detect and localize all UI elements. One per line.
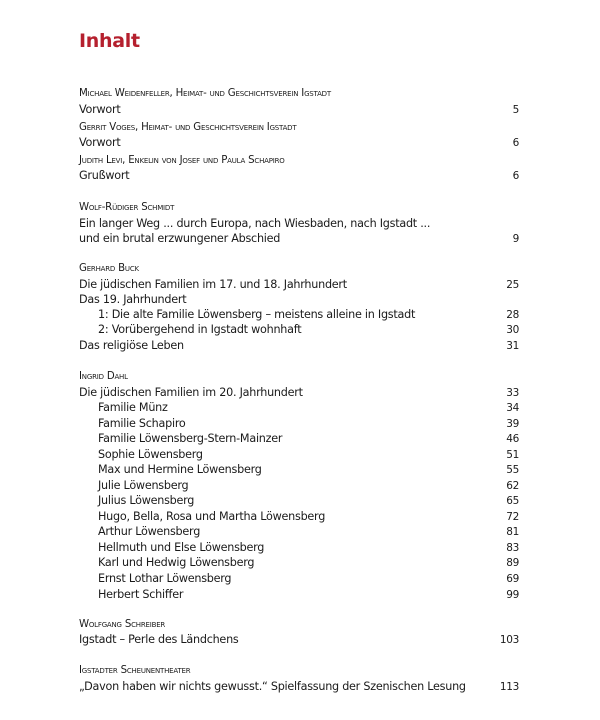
toc-entry[interactable]: [79, 322, 519, 338]
toc-entry-title: Sophie Löwensberg: [98, 448, 203, 461]
toc-entry-title: Familie Löwensberg-Stern-Mainzer: [98, 432, 283, 445]
toc-page-number: 28: [506, 309, 519, 321]
toc-page-number: 83: [506, 542, 519, 554]
toc-entry-title: Max und Hermine Löwensberg: [98, 463, 262, 476]
toc-page-number: 55: [506, 464, 519, 476]
toc-entry[interactable]: [79, 555, 519, 571]
toc-entry-title: Hellmuth und Else Löwensberg: [98, 541, 265, 554]
author-name: Michael Weidenfeller, Heimat- und Geschichtsverein Igstadt: [79, 88, 331, 99]
toc-page-number: 69: [506, 573, 519, 585]
toc-author: [79, 86, 519, 102]
toc-entry[interactable]: [79, 571, 519, 587]
toc-entry[interactable]: [79, 307, 519, 323]
toc-author: [79, 261, 519, 277]
toc-entry-title: Die jüdischen Familien im 20. Jahrhundert: [79, 386, 303, 399]
toc-page-number: 30: [506, 324, 519, 336]
author-name: Igstadter Scheunentheater: [79, 665, 191, 676]
toc-entry-title: Die jüdischen Familien im 17. und 18. Jahrhundert: [79, 278, 347, 291]
toc-entry-title: „Davon haben wir nichts gewusst.“ Spielfassung der Szenischen Lesung: [79, 680, 466, 693]
toc-entry[interactable]: [79, 400, 519, 416]
toc-page-number: 6: [512, 137, 519, 149]
toc-author: [79, 663, 519, 679]
toc-author: [79, 153, 519, 169]
toc-page-number: 65: [506, 495, 519, 507]
toc-entry[interactable]: [79, 338, 519, 354]
toc-entry[interactable]: [79, 632, 519, 648]
toc-entry[interactable]: [79, 431, 519, 447]
toc-entry-title: Ein langer Weg ... durch Europa, nach Wiesbaden, nach Igstadt ...: [79, 217, 431, 230]
page-title: Inhalt: [79, 30, 140, 52]
toc-entry[interactable]: [79, 168, 519, 184]
toc-page-number: 99: [506, 589, 519, 601]
toc-entry[interactable]: [79, 540, 519, 556]
toc-entry-title: Igstadt – Perle des Ländchens: [79, 633, 239, 646]
author-name: Judith Levi, Enkelin von Josef und Paula Schapiro: [79, 155, 285, 166]
toc-entry[interactable]: [79, 102, 519, 118]
toc-entry[interactable]: [79, 416, 519, 432]
toc-entry[interactable]: [79, 385, 519, 401]
toc-page-number: 62: [506, 480, 519, 492]
toc-page-number: 34: [506, 402, 519, 414]
toc-entry[interactable]: [79, 462, 519, 478]
toc-author: [79, 369, 519, 385]
toc-page-number: 5: [512, 104, 519, 116]
toc-page-number: 33: [506, 387, 519, 399]
toc-entry[interactable]: [79, 216, 519, 232]
toc-entry[interactable]: [79, 447, 519, 463]
toc-page-number: 89: [506, 557, 519, 569]
toc-entry-title: Julius Löwensberg: [98, 494, 195, 507]
toc-entry-title: Das 19. Jahrhundert: [79, 293, 187, 306]
toc-entry-title: Hugo, Bella, Rosa und Martha Löwensberg: [98, 510, 326, 523]
toc-entry-title: und ein brutal erzwungener Abschied: [79, 232, 281, 245]
toc-entry-title: Grußwort: [79, 169, 130, 182]
toc-page-number: 46: [506, 433, 519, 445]
toc-entry-title: 1: Die alte Familie Löwensberg – meistens alleine in Igstadt: [98, 308, 416, 321]
toc-entry[interactable]: [79, 509, 519, 525]
toc-entry-title: Julie Löwensberg: [98, 479, 189, 492]
toc-entry-title: Ernst Lothar Löwensberg: [98, 572, 232, 585]
toc-author: [79, 200, 519, 216]
toc-page-number: 103: [499, 634, 519, 646]
toc-entry-title: Das religiöse Leben: [79, 339, 184, 352]
toc-entry-title: Familie Münz: [98, 401, 168, 414]
toc-entry-title: Vorwort: [79, 103, 121, 116]
toc-page-number: 72: [506, 511, 519, 523]
toc-page-number: 113: [499, 681, 519, 693]
toc-entry[interactable]: [79, 277, 519, 293]
toc-entry-title: Arthur Löwensberg: [98, 525, 201, 538]
toc-entry-title: Karl und Hedwig Löwensberg: [98, 556, 255, 569]
toc-entry[interactable]: [79, 493, 519, 509]
toc-author: [79, 120, 519, 136]
toc-entry[interactable]: [79, 135, 519, 151]
toc-page-number: 31: [506, 340, 519, 352]
toc-page-number: 25: [506, 279, 519, 291]
author-name: Ingrid Dahl: [79, 371, 128, 382]
toc-entry-title: 2: Vorübergehend in Igstadt wohnhaft: [98, 323, 302, 336]
toc-entry[interactable]: [79, 231, 519, 247]
toc-page-number: 81: [506, 526, 519, 538]
author-name: Gerrit Voges, Heimat- und Geschichtsverein Igstadt: [79, 122, 297, 133]
toc-entry[interactable]: [79, 292, 519, 308]
toc-page-number: 6: [512, 170, 519, 182]
toc-page-number: 9: [512, 233, 519, 245]
toc-entry-title: Familie Schapiro: [98, 417, 186, 430]
author-name: Gerhard Buck: [79, 263, 139, 274]
toc-entry-title: Herbert Schiffer: [98, 588, 184, 601]
toc-entry[interactable]: [79, 478, 519, 494]
author-name: Wolf-Rüdiger Schmidt: [79, 202, 175, 213]
toc-entry[interactable]: [79, 587, 519, 603]
toc-author: [79, 617, 519, 633]
toc-entry[interactable]: [79, 679, 519, 695]
toc-page-number: 51: [506, 449, 519, 461]
toc-entry-title: Vorwort: [79, 136, 121, 149]
author-name: Wolfgang Schreiber: [79, 619, 166, 630]
toc-entry[interactable]: [79, 524, 519, 540]
toc-page-number: 39: [506, 418, 519, 430]
